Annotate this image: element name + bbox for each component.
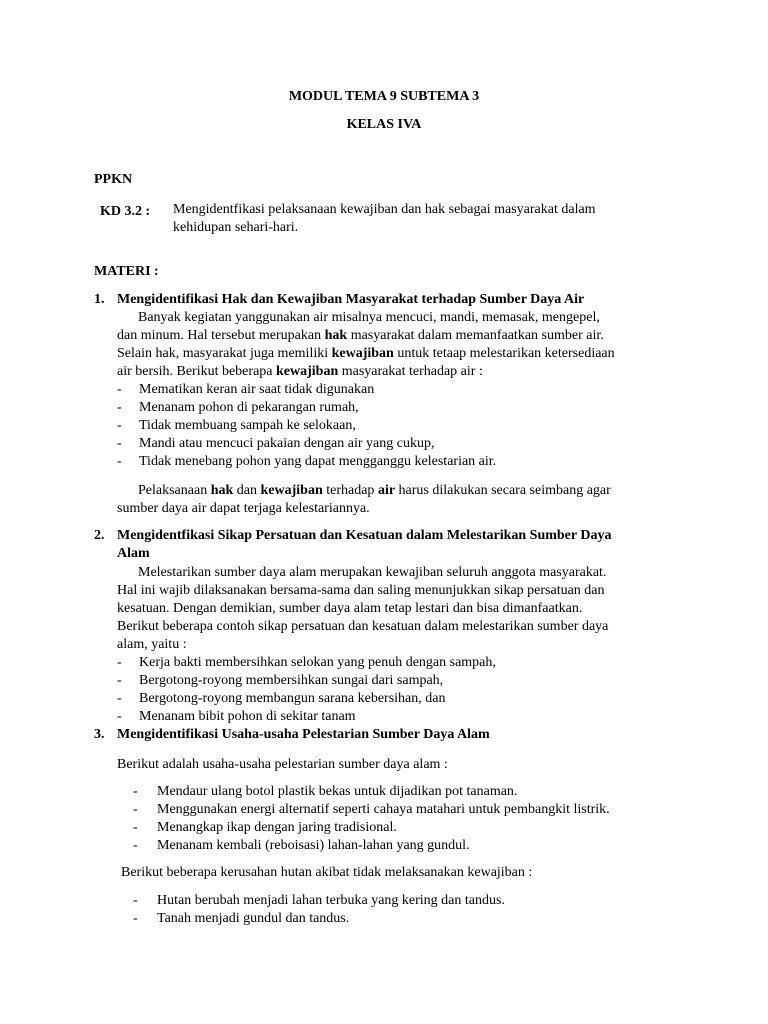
kd-text-line-1: Mengidentfikasi pelaksanaan kewajiban dan hak sebagai masyarakat dalam [173,202,596,217]
kd-label: KD 3.2 : [100,204,151,219]
kd-text-line-2: kehidupan sehari-hari. [173,220,299,235]
list-item: Menanam pohon di pekarangan rumah, [139,400,359,415]
subject-heading: PPKN [94,172,133,187]
section-1-paragraph-line: Selain hak, masyarakat juga memiliki kewajiban untuk tetaap melestarikan ketersediaan [117,346,615,361]
section-2-title-line-2: Alam [117,546,150,561]
list-bullet: - [133,784,138,799]
section-1-conclusion-line: sumber daya air dapat terjaga kelestariannya. [117,501,370,516]
section-2-paragraph-line: Melestarikan sumber daya alam merupakan kewajiban seluruh anggota masyarakat. [138,565,607,580]
list-item: Mendaur ulang botol plastik bekas untuk dijadikan pot tanaman. [157,784,518,799]
section-1-paragraph-line: air bersih. Berikut beberapa kewajiban masyarakat terhadap air : [117,364,483,379]
list-bullet: - [117,673,122,688]
list-item: Mematikan keran air saat tidak digunakan [139,382,375,397]
list-bullet: - [133,838,138,853]
section-2-paragraph-line: alam, yaitu : [117,637,187,652]
list-item: Kerja bakti membersihkan selokan yang penuh dengan sampah, [139,655,496,670]
list-item: Menanam bibit pohon di sekitar tanam [139,709,356,724]
list-item: Menangkap ikap dengan jaring tradisional. [157,820,397,835]
section-2-paragraph-line: Hal ini wajib dilaksanakan bersama-sama dan saling menunjukkan sikap persatuan dan [117,583,605,598]
list-bullet: - [117,454,122,469]
list-bullet: - [117,382,122,397]
list-bullet: - [133,893,138,908]
section-3-title: Mengidentifikasi Usaha-usaha Pelestarian Sumber Daya Alam [117,727,490,742]
list-item: Bergotong-royong membangun sarana kebersihan, dan [139,691,446,706]
list-item: Mandi atau mencuci pakaian dengan air yang cukup, [139,436,435,451]
list-item: Bergotong-royong membersihkan sungai dari sampah, [139,673,444,688]
list-item: Tanah menjadi gundul dan tandus. [157,911,350,926]
list-item: Hutan berubah menjadi lahan terbuka yang kering dan tandus. [157,893,505,908]
section-3-intro-2: Berikut beberapa kerusahan hutan akibat tidak melaksanakan kewajiban : [121,865,533,880]
list-bullet: - [117,709,122,724]
list-bullet: - [117,655,122,670]
section-2-title-line-1: Mengidentfikasi Sikap Persatuan dan Kesatuan dalam Melestarikan Sumber Daya [117,528,612,543]
list-item: Tidak menebang pohon yang dapat mengganggu kelestarian air. [139,454,497,469]
list-bullet: - [133,911,138,926]
list-bullet: - [133,820,138,835]
list-bullet: - [117,691,122,706]
section-3-number: 3. [94,727,105,742]
section-1-paragraph-line: Banyak kegiatan yanggunakan air misalnya mencuci, mandi, memasak, mengepel, [138,310,600,325]
list-item: Menggunakan energi alternatif seperti cahaya matahari untuk pembangkit listrik. [157,802,610,817]
materi-heading: MATERI : [94,264,159,279]
section-1-paragraph-line: dan minum. Hal tersebut merupakan hak masyarakat dalam memanfaatkan sumber air. [117,328,604,343]
section-2-paragraph-line: kesatuan. Dengan demikian, sumber daya alam tetap lestari dan bisa dimanfaatkan. [117,601,583,616]
section-2-number: 2. [94,528,105,543]
section-2-paragraph-line: Berikut beberapa contoh sikap persatuan dan kesatuan dalam melestarikan sumber daya [117,619,609,634]
module-title: MODUL TEMA 9 SUBTEMA 3 [288,89,480,104]
list-bullet: - [133,802,138,817]
class-title: KELAS IVA [346,117,422,132]
section-1-number: 1. [94,292,105,307]
list-item: Menanam kembali (reboisasi) lahan-lahan yang gundul. [157,838,470,853]
list-bullet: - [117,418,122,433]
section-3-intro: Berikut adalah usaha-usaha pelestarian sumber daya alam : [117,757,448,772]
list-bullet: - [117,400,122,415]
list-item: Tidak membuang sampah ke selokaan, [139,418,356,433]
section-1-title: Mengidentifikasi Hak dan Kewajiban Masyarakat terhadap Sumber Daya Air [117,292,585,307]
section-1-conclusion-line: Pelaksanaan hak dan kewajiban terhadap air harus dilakukan secara seimbang agar [138,483,611,498]
list-bullet: - [117,436,122,451]
